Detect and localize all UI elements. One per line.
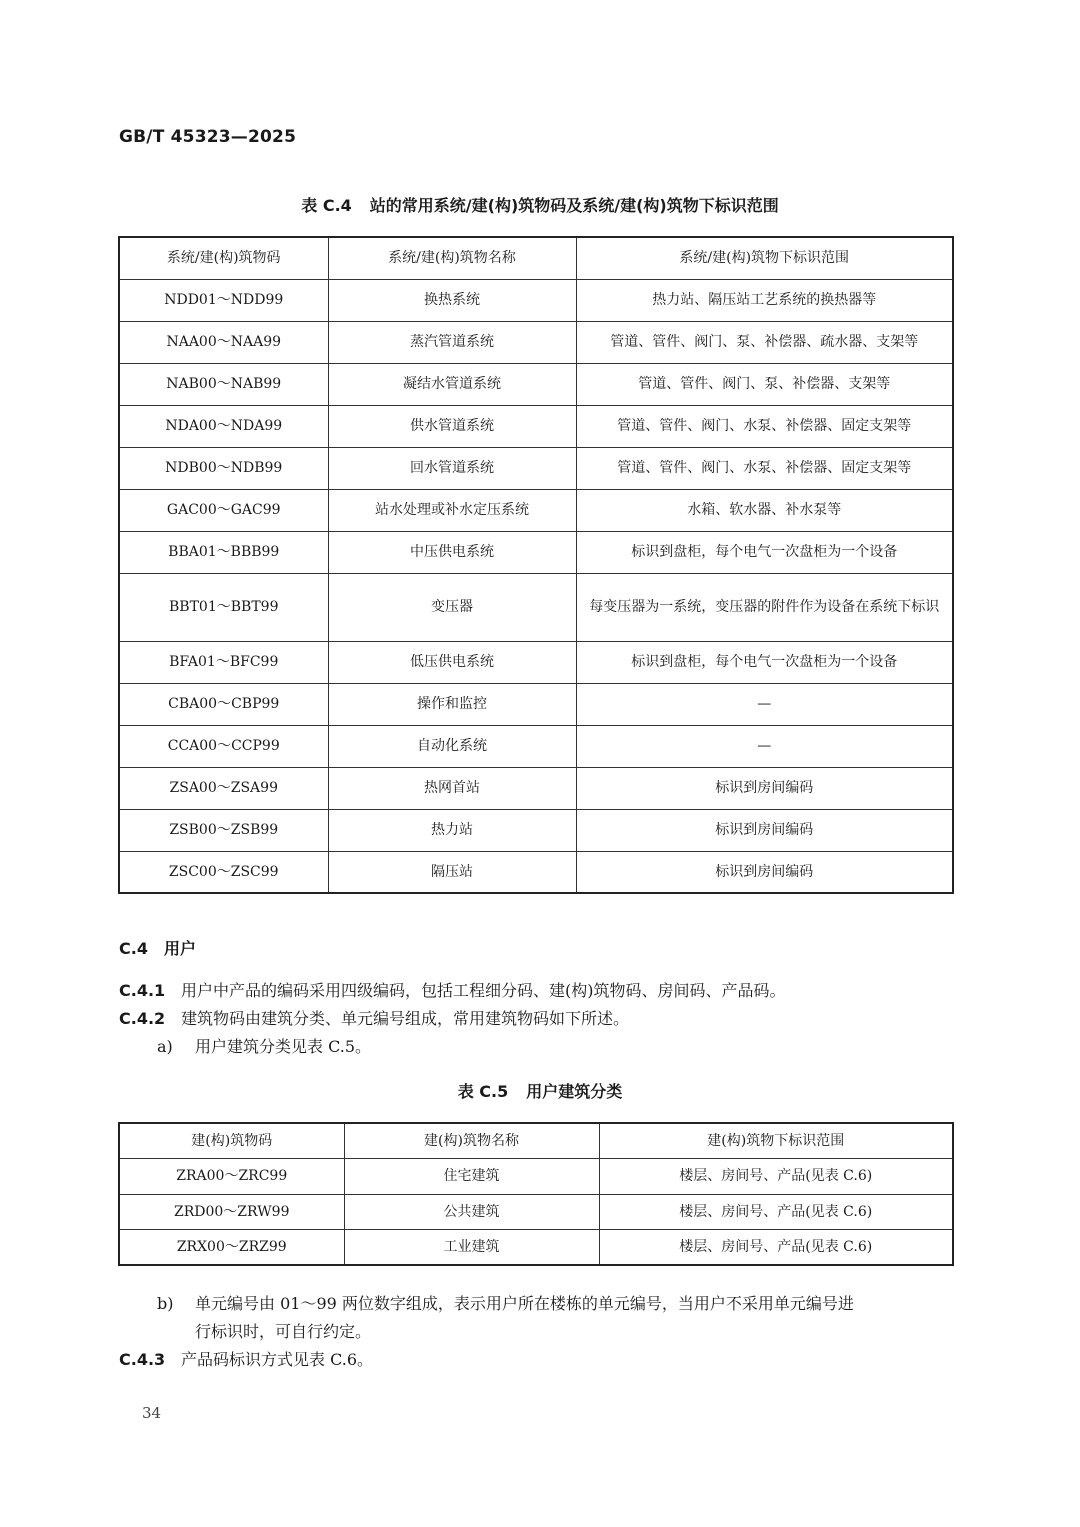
- clause-c4-3: [119, 1346, 373, 1374]
- table-c4-header-row: [119, 237, 953, 279]
- table-row: [119, 531, 953, 573]
- table-cell-code: CCA00～CCP99: [119, 725, 328, 767]
- page-number: 34: [142, 1404, 162, 1422]
- table-cell-name: 自动化系统: [328, 725, 576, 767]
- table-cell-name: 站水处理或补水定压系统: [328, 489, 576, 531]
- table-c5: [118, 1122, 954, 1266]
- table-cell-code: BBT01～BBT99: [119, 573, 328, 641]
- table-cell-name: 回水管道系统: [328, 447, 576, 489]
- table-cell-scope: 标识到盘柜，每个电气一次盘柜为一个设备: [576, 531, 953, 573]
- table-cell-scope: 标识到盘柜，每个电气一次盘柜为一个设备: [576, 641, 953, 683]
- table-cell-scope: 热力站、隔压站工艺系统的换热器等: [576, 279, 953, 321]
- table-cell-code: BBA01～BBB99: [119, 531, 328, 573]
- table-c4-header-scope: 系统/建(构)筑物下标识范围: [576, 237, 953, 279]
- table-cell-scope: 每变压器为一系统，变压器的附件作为设备在系统下标识: [576, 573, 953, 641]
- table-cell-code: BFA01～BFC99: [119, 641, 328, 683]
- table-cell-name: 供水管道系统: [328, 405, 576, 447]
- clause-text: 产品码标识方式见表 C.6。: [181, 1350, 374, 1369]
- table-row: [119, 1230, 953, 1266]
- table-c5-caption-title: 用户建筑分类: [526, 1082, 623, 1101]
- table-cell-scope: —: [576, 683, 953, 725]
- table-cell-scope: 管道、管件、阀门、泵、补偿器、支架等: [576, 363, 953, 405]
- table-cell-name: 公共建筑: [344, 1194, 599, 1230]
- table-cell-code: NDA00～NDA99: [119, 405, 328, 447]
- table-row: [119, 767, 953, 809]
- table-row: [119, 405, 953, 447]
- table-c4-header-name: 系统/建(构)筑物名称: [328, 237, 576, 279]
- table-cell-code: ZSA00～ZSA99: [119, 767, 328, 809]
- table-row: [119, 1159, 953, 1195]
- table-c5-header-scope: 建(构)筑物下标识范围: [599, 1123, 953, 1159]
- list-marker: a): [157, 1037, 173, 1056]
- table-cell-scope: 水箱、软水器、补水泵等: [576, 489, 953, 531]
- table-cell-name: 热网首站: [328, 767, 576, 809]
- table-cell-code: NDB00～NDB99: [119, 447, 328, 489]
- table-cell-name: 隔压站: [328, 851, 576, 893]
- table-cell-scope: 标识到房间编码: [576, 809, 953, 851]
- clause-c4-1: [119, 977, 786, 1005]
- table-cell-code: NAB00～NAB99: [119, 363, 328, 405]
- table-cell-code: GAC00～GAC99: [119, 489, 328, 531]
- table-c5-caption-number: 表 C.5: [457, 1082, 509, 1101]
- table-row: [119, 809, 953, 851]
- table-cell-name: 蒸汽管道系统: [328, 321, 576, 363]
- table-c5-header-code: 建(构)筑物码: [119, 1123, 344, 1159]
- table-cell-code: ZSC00～ZSC99: [119, 851, 328, 893]
- table-cell-code: ZRD00～ZRW99: [119, 1194, 344, 1230]
- table-row: [119, 279, 953, 321]
- section-c4-heading: C.4 用户: [119, 939, 196, 958]
- clause-text: 建筑物码由建筑分类、单元编号组成，常用建筑物码如下所述。: [181, 1009, 630, 1028]
- table-cell-name: 工业建筑: [344, 1230, 599, 1266]
- table-row: [119, 1194, 953, 1230]
- table-row: [119, 447, 953, 489]
- table-c4-caption-title: 站的常用系统/建(构)筑物码及系统/建(构)筑物下标识范围: [369, 196, 779, 215]
- table-row: [119, 489, 953, 531]
- document-code: GB/T 45323—2025: [119, 127, 297, 147]
- list-item-b-continuation: 行标识时，可自行约定。: [195, 1322, 372, 1341]
- table-c5-caption: [0, 1079, 1080, 1102]
- table-cell-code: CBA00～CBP99: [119, 683, 328, 725]
- table-cell-name: 变压器: [328, 573, 576, 641]
- table-row: [119, 641, 953, 683]
- table-cell-name: 凝结水管道系统: [328, 363, 576, 405]
- table-cell-name: 中压供电系统: [328, 531, 576, 573]
- table-c4-caption-number: 表 C.4: [301, 196, 352, 215]
- table-c4-caption: [0, 193, 1080, 216]
- table-row: [119, 363, 953, 405]
- table-row: [119, 321, 953, 363]
- table-cell-name: 换热系统: [328, 279, 576, 321]
- list-marker: b): [157, 1294, 174, 1313]
- clause-number: C.4.1: [119, 981, 166, 1000]
- table-row: [119, 683, 953, 725]
- table-cell-name: 操作和监控: [328, 683, 576, 725]
- clause-text: 用户中产品的编码采用四级编码，包括工程细分码、建(构)筑物码、房间码、产品码。: [181, 981, 786, 1000]
- table-cell-scope: 管道、管件、阀门、水泵、补偿器、固定支架等: [576, 447, 953, 489]
- table-cell-scope: 楼层、房间号、产品(见表 C.6): [599, 1159, 953, 1195]
- table-c5-header-name: 建(构)筑物名称: [344, 1123, 599, 1159]
- table-cell-name: 住宅建筑: [344, 1159, 599, 1195]
- table-cell-code: NAA00～NAA99: [119, 321, 328, 363]
- table-row: [119, 725, 953, 767]
- table-cell-scope: 管道、管件、阀门、水泵、补偿器、固定支架等: [576, 405, 953, 447]
- table-c4: [118, 236, 954, 894]
- table-cell-scope: —: [576, 725, 953, 767]
- table-row: [119, 573, 953, 641]
- clause-number: C.4.3: [119, 1350, 166, 1369]
- table-row: [119, 851, 953, 893]
- table-cell-code: NDD01～NDD99: [119, 279, 328, 321]
- list-item-a: [157, 1033, 371, 1061]
- clause-c4-2: [119, 1005, 629, 1033]
- table-c4-header-code: 系统/建(构)筑物码: [119, 237, 328, 279]
- table-c5-header-row: [119, 1123, 953, 1159]
- table-cell-scope: 楼层、房间号、产品(见表 C.6): [599, 1230, 953, 1266]
- list-text: 用户建筑分类见表 C.5。: [195, 1037, 372, 1056]
- table-cell-scope: 标识到房间编码: [576, 767, 953, 809]
- list-text: 单元编号由 01～99 两位数字组成，表示用户所在楼栋的单元编号，当用户不采用单元编号进: [195, 1294, 854, 1313]
- clause-number: C.4.2: [119, 1009, 166, 1028]
- list-item-b: [157, 1290, 854, 1318]
- table-cell-code: ZRX00～ZRZ99: [119, 1230, 344, 1266]
- table-cell-name: 低压供电系统: [328, 641, 576, 683]
- table-cell-name: 热力站: [328, 809, 576, 851]
- table-cell-code: ZSB00～ZSB99: [119, 809, 328, 851]
- table-cell-code: ZRA00～ZRC99: [119, 1159, 344, 1195]
- table-cell-scope: 楼层、房间号、产品(见表 C.6): [599, 1194, 953, 1230]
- table-cell-scope: 标识到房间编码: [576, 851, 953, 893]
- table-cell-scope: 管道、管件、阀门、泵、补偿器、疏水器、支架等: [576, 321, 953, 363]
